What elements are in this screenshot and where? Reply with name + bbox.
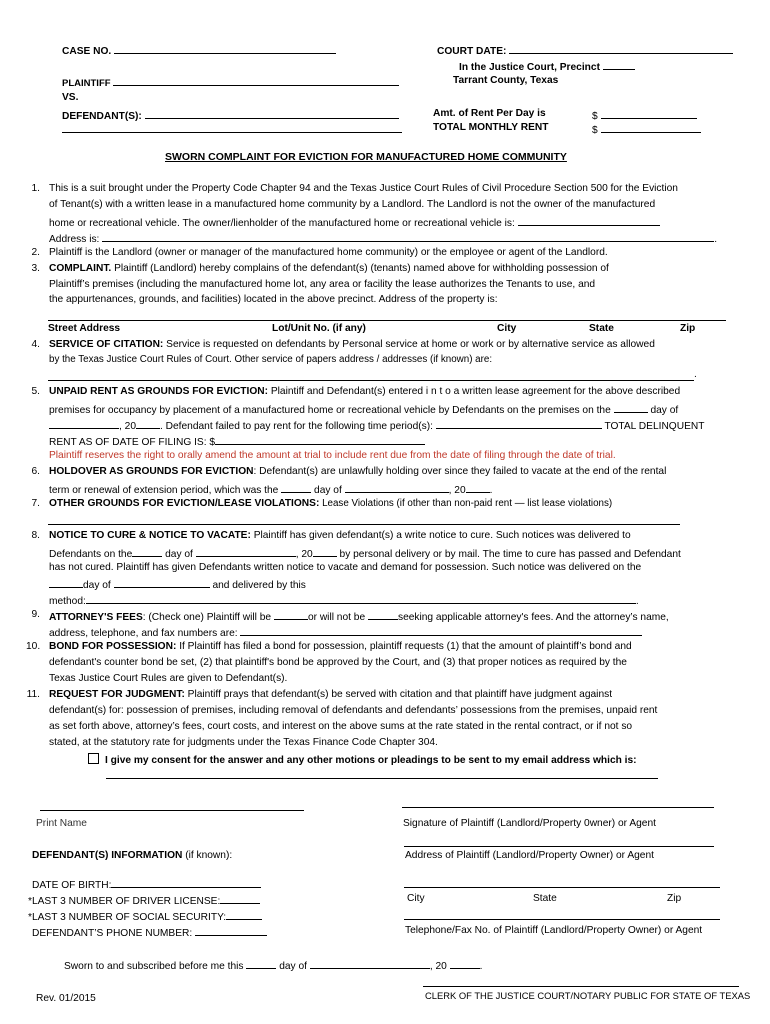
plaintiff-label: PLAINTIFF <box>62 75 399 90</box>
total-monthly-field[interactable]: $ <box>592 122 701 138</box>
plaintiff-phone-label: Telephone/Fax No. of Plaintiff (Landlord/Property Owner) or Agent <box>405 925 703 936</box>
holdover-day-field[interactable] <box>281 482 311 493</box>
county-label: Tarrant County, Texas <box>453 75 559 86</box>
consent-checkbox[interactable] <box>88 753 99 764</box>
defendants-field[interactable] <box>145 108 399 119</box>
cure-year-field[interactable] <box>313 546 337 557</box>
p8-line5: method: . <box>49 593 639 609</box>
justice-court-label: In the Justice Court, Precinct <box>459 59 635 75</box>
p5-line4: RENT AS OF DATE OF FILING IS: $ <box>49 434 425 450</box>
consent-label: I give my consent for the answer and any other motions or pleadings to be sent to my email address which is: <box>105 755 637 766</box>
sworn-day-field[interactable] <box>246 958 276 969</box>
total-monthly-label: TOTAL MONTHLY RENT <box>433 122 549 133</box>
print-name-label: Print Name <box>36 818 87 829</box>
rent-per-day-label: Amt. of Rent Per Day is <box>433 108 546 119</box>
p8-number: 8. <box>31 530 40 541</box>
p4-line1: SERVICE OF CITATION: Service is requested on defendants by Personal service at home or work or by alternative service as allowed <box>49 339 655 350</box>
p1-line2: of Tenant(s) with a written lease in a manufactured home community by a Landlord. The Landlord is not the owner of the manufactured <box>49 199 656 210</box>
defendants-field-2[interactable] <box>62 132 402 133</box>
plaintiff-city-state-zip-field[interactable] <box>404 887 720 888</box>
p5-line2: premises for occupancy by placement of a manufactured home or recreational vehicle by Defendants on the premises on the day of <box>49 402 678 418</box>
addr-lot-label: Lot/Unit No. (if any) <box>272 323 366 334</box>
vacate-month-field[interactable] <box>114 577 210 588</box>
addr-city-label: City <box>497 323 517 334</box>
addr-zip-label: Zip <box>680 323 696 334</box>
p6-line2: term or renewal of extension period, which was the day of , 20 . <box>49 482 492 498</box>
court-date-label: COURT DATE: <box>437 43 733 59</box>
p5-red-note: Plaintiff reserves the right to orally amend the amount at trial to include rent due from the date of filing through the date of trial. <box>49 450 616 461</box>
owner-address-field[interactable] <box>102 231 714 242</box>
dob-field[interactable] <box>111 877 261 888</box>
p9-line1: ATTORNEY'S FEES: (Check one) Plaintiff will be or will not be seeking applicable attorney's fees. And the attorney’s name, <box>49 609 669 625</box>
lease-year-field[interactable] <box>136 418 160 429</box>
delivery-method-field[interactable] <box>86 593 636 604</box>
plaintiff-address-field[interactable] <box>404 846 714 847</box>
lease-month-field[interactable] <box>49 418 119 429</box>
defendant-info-label: DEFENDANT(S) INFORMATION (if known): <box>32 850 233 861</box>
holdover-month-field[interactable] <box>345 482 449 493</box>
sworn-year-field[interactable] <box>450 958 480 969</box>
plaintiff-address-label: Address of Plaintiff (Landlord/Property Owner) or Agent <box>405 850 654 861</box>
revision-label: Rev. 01/2015 <box>36 993 96 1004</box>
p8-line1: NOTICE TO CURE & NOTICE TO VACATE: Plaintiff has given defendant(s) a write notice to cure. Such notices was delivered to <box>49 530 631 541</box>
rent-per-day-field[interactable]: $ <box>592 108 697 124</box>
p7-line1: OTHER GROUNDS FOR EVICTION/LEASE VIOLATIONS: Lease Violations (if other than non-paid rent — list lease violations) <box>49 498 613 509</box>
total-delinquent-field[interactable] <box>215 434 425 445</box>
cure-day-field[interactable] <box>132 546 162 557</box>
holdover-year-field[interactable] <box>466 482 490 493</box>
print-name-field[interactable] <box>40 810 304 811</box>
plaintiff-state-label: State <box>533 893 557 904</box>
clerk-label: CLERK OF THE JUSTICE COURT/NOTARY PUBLIC FOR STATE OF TEXAS <box>425 990 751 1001</box>
p6-line1: HOLDOVER AS GROUNDS FOR EVICTION: Defendant(s) are unlawfully holding over since they failed to vacate at the end of the rental <box>49 466 667 477</box>
lease-violations-field[interactable] <box>48 524 680 525</box>
p11-line1: REQUEST FOR JUDGMENT: Plaintiff prays that defendant(s) be served with citation and that plaintiff have judgment against <box>49 689 613 700</box>
owner-field[interactable] <box>518 215 660 226</box>
attorney-info-field[interactable] <box>240 625 642 636</box>
p2-text: Plaintiff is the Landlord (owner or manager of the manufactured home community) or the employee or agent of the Landlord. <box>49 247 608 258</box>
def-phone-label: DEFENDANT’S PHONE NUMBER: <box>32 925 267 941</box>
p5-line1: UNPAID RENT AS GROUNDS FOR EVICTION: Plaintiff and Defendant(s) entered i n t o a written lease agreement for the above described <box>49 386 681 397</box>
p8-line4: day of and delivered by this <box>49 577 306 593</box>
ssn-field[interactable] <box>226 909 262 920</box>
p4-line2: by the Texas Justice Court Rules of Court. Other service of papers address / addresses (if known) are: <box>49 354 493 365</box>
plaintiff-signature-field[interactable] <box>402 807 714 808</box>
addr-street-label: Street Address <box>48 323 121 334</box>
p9-number: 9. <box>31 609 40 620</box>
p10-line1: BOND FOR POSSESSION: If Plaintiff has filed a bond for possession, plaintiff requests (1) that the amount of plaintiff’s bond and <box>49 641 632 652</box>
plaintiff-zip-label: Zip <box>667 893 682 904</box>
defendants-label: DEFENDANT(S): <box>62 108 399 124</box>
consent-row <box>88 753 637 768</box>
cure-month-field[interactable] <box>196 546 296 557</box>
lease-day-field[interactable] <box>614 402 648 413</box>
plaintiff-phone-field[interactable] <box>404 919 720 920</box>
p6-number: 6. <box>31 466 40 477</box>
case-no-label: CASE NO. <box>62 43 336 59</box>
p3-line2: Plaintiff’s premises (including the manufactured home lot, any area or facility the lease authorizes the Tenants to use, and <box>49 279 596 290</box>
sworn-month-field[interactable] <box>310 958 430 969</box>
p3-number: 3. <box>31 263 40 274</box>
time-period-field[interactable] <box>436 418 602 429</box>
case-no-field[interactable] <box>114 43 336 54</box>
vs-label: VS. <box>62 92 79 103</box>
will-not-seek-fees-field[interactable] <box>368 609 398 620</box>
ssn-label: *LAST 3 NUMBER OF SOCIAL SECURITY: <box>28 909 262 925</box>
p2-number: 2. <box>31 247 40 258</box>
p5-line3: , 20 . Defendant failed to pay rent for the following time period(s): TOTAL DELINQUENT <box>49 418 704 434</box>
plaintiff-signature-label: Signature of Plaintiff (Landlord/Property 0wner) or Agent <box>403 818 656 829</box>
page-title: SWORN COMPLAINT FOR EVICTION FOR MANUFACTURED HOME COMMUNITY <box>165 151 567 163</box>
p10-line2: defendant's counter bond be set, (2) that plaintiff's bond be approved by the Court, and (3) that proper notices as required by the <box>49 657 627 668</box>
sworn-line: Sworn to and subscribed before me this day of , 20 . <box>64 958 483 974</box>
license-field[interactable] <box>220 893 260 904</box>
p11-line4: stated, at the statutory rate for judgments under the Texas Finance Code Chapter 304. <box>49 737 438 748</box>
plaintiff-city-label: City <box>407 893 425 904</box>
p10-line3: Texas Justice Court Rules are given to Defendant(s). <box>49 673 288 684</box>
license-label: *LAST 3 NUMBER OF DRIVER LICENSE: <box>28 893 260 909</box>
p3-line1: COMPLAINT. Plaintiff (Landlord) hereby complains of the defendant(s) (tenants) named above for withholding possession of <box>49 263 609 274</box>
p11-number: 11. <box>26 689 40 700</box>
other-service-field[interactable] <box>48 380 694 381</box>
clerk-signature-field[interactable] <box>423 986 739 987</box>
p11-line3: as set forth above, attorney’s fees, court costs, and interest on the above sums at the rate stated in the rental contract, or if not so <box>49 721 633 732</box>
p10-number: 10. <box>26 641 41 652</box>
def-phone-field[interactable] <box>195 925 267 936</box>
p1-line3: home or recreational vehicle. The owner/lienholder of the manufactured home or recreational vehicle is: <box>49 215 660 231</box>
p1-address: Address is: . <box>49 231 717 247</box>
precinct-field[interactable] <box>603 59 635 70</box>
plaintiff-field[interactable] <box>113 75 399 86</box>
dob-label: DATE OF BIRTH: <box>32 877 261 893</box>
p1-number: 1. <box>31 183 40 194</box>
email-field[interactable] <box>106 778 658 779</box>
p3-line3: the appurtenances, grounds, and facilities) located in the above precinct. Address of the property is: <box>49 294 498 305</box>
addr-state-label: State <box>589 323 614 334</box>
will-seek-fees-field[interactable] <box>274 609 308 620</box>
p7-number: 7. <box>31 498 40 509</box>
p11-line2: defendant(s) for: possession of premises, including removal of defendants and defendants’ possessions from the premises, unpaid rent <box>49 705 658 716</box>
vacate-day-field[interactable] <box>49 577 83 588</box>
property-address-field[interactable] <box>48 320 726 321</box>
p1-line1: This is a suit brought under the Property Code Chapter 94 and the Texas Justice Court Rules of Civil Procedure Section 500 for the Eviction <box>49 183 678 194</box>
p5-number: 5. <box>31 386 40 397</box>
p9-line2: address, telephone, and fax numbers are: <box>49 625 642 641</box>
p8-line2: Defendants on the day of , 20 by personal delivery or by mail. The time to cure has passed and Defendant <box>49 546 681 562</box>
p4-number: 4. <box>31 339 40 350</box>
p8-line3: has not cured. Plaintiff has given Defendants written notice to vacate and demand for possession. Such notice was delivered on the <box>49 562 642 573</box>
court-date-field[interactable] <box>509 43 733 54</box>
